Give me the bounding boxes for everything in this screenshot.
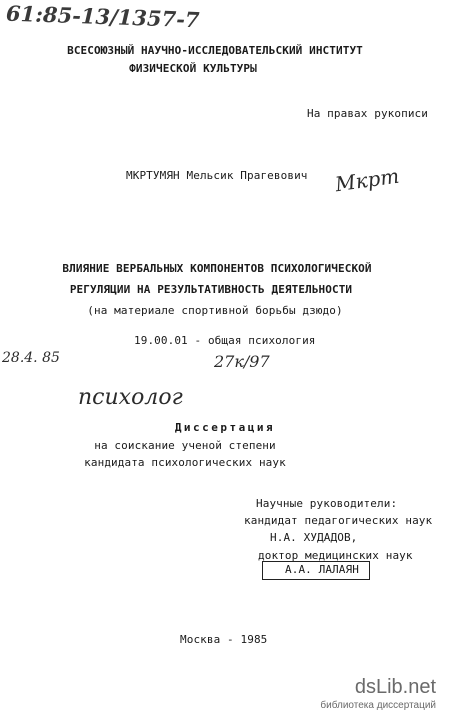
supervisor-2-degree: доктор медицинских наук: [258, 549, 413, 562]
watermark-caption: библиотека диссертаций: [320, 700, 436, 711]
title-line-3: (на материале спортивной борьбы дзюдо): [87, 304, 343, 317]
archive-code-handwritten: 61:85-13/1357-7: [5, 0, 200, 33]
institute-line-2: ФИЗИЧЕСКОЙ КУЛЬТУРЫ: [129, 62, 257, 75]
author-signature: Мкрт: [333, 163, 401, 197]
supervisor-2-name: А.А. ЛАЛАЯН: [285, 563, 359, 576]
city-year: Москва - 1985: [180, 633, 268, 646]
speciality: 19.00.01 - общая психология: [134, 334, 316, 347]
code-mark-handwritten: 27к/97: [214, 352, 270, 371]
title-line-2: РЕГУЛЯЦИИ НА РЕЗУЛЬТАТИВНОСТЬ ДЕЯТЕЛЬНОСТИ: [69, 283, 353, 296]
rights-note: На правах рукописи: [307, 107, 429, 120]
supervisor-1-name: Н.А. ХУДАДОВ,: [270, 531, 358, 544]
date-mark-handwritten: 28.4. 85: [2, 350, 60, 366]
supervisor-1-degree: кандидат педагогических наук: [244, 514, 433, 527]
institute-line-1: ВСЕСОЮЗНЫЙ НАУЧНО-ИССЛЕДОВАТЕЛЬСКИЙ ИНСТИТУТ: [67, 44, 363, 57]
title-line-1: ВЛИЯНИЕ ВЕРБАЛЬНЫХ КОМПОНЕНТОВ ПСИХОЛОГИЧЕСКОЙ: [62, 262, 372, 275]
dissertation-degree-line: на соискание ученой степени: [94, 439, 276, 452]
supervisors-heading: Научные руководители:: [256, 497, 398, 510]
dissertation-science-line: кандидата психологических наук: [84, 456, 286, 469]
author-name: МКРТУМЯН Мельсик Прагевович: [126, 169, 308, 182]
watermark-logo: dsLib.net: [354, 676, 436, 698]
subject-mark-handwritten: психолог: [78, 385, 183, 410]
dissertation-label: Диссертация: [174, 421, 276, 434]
